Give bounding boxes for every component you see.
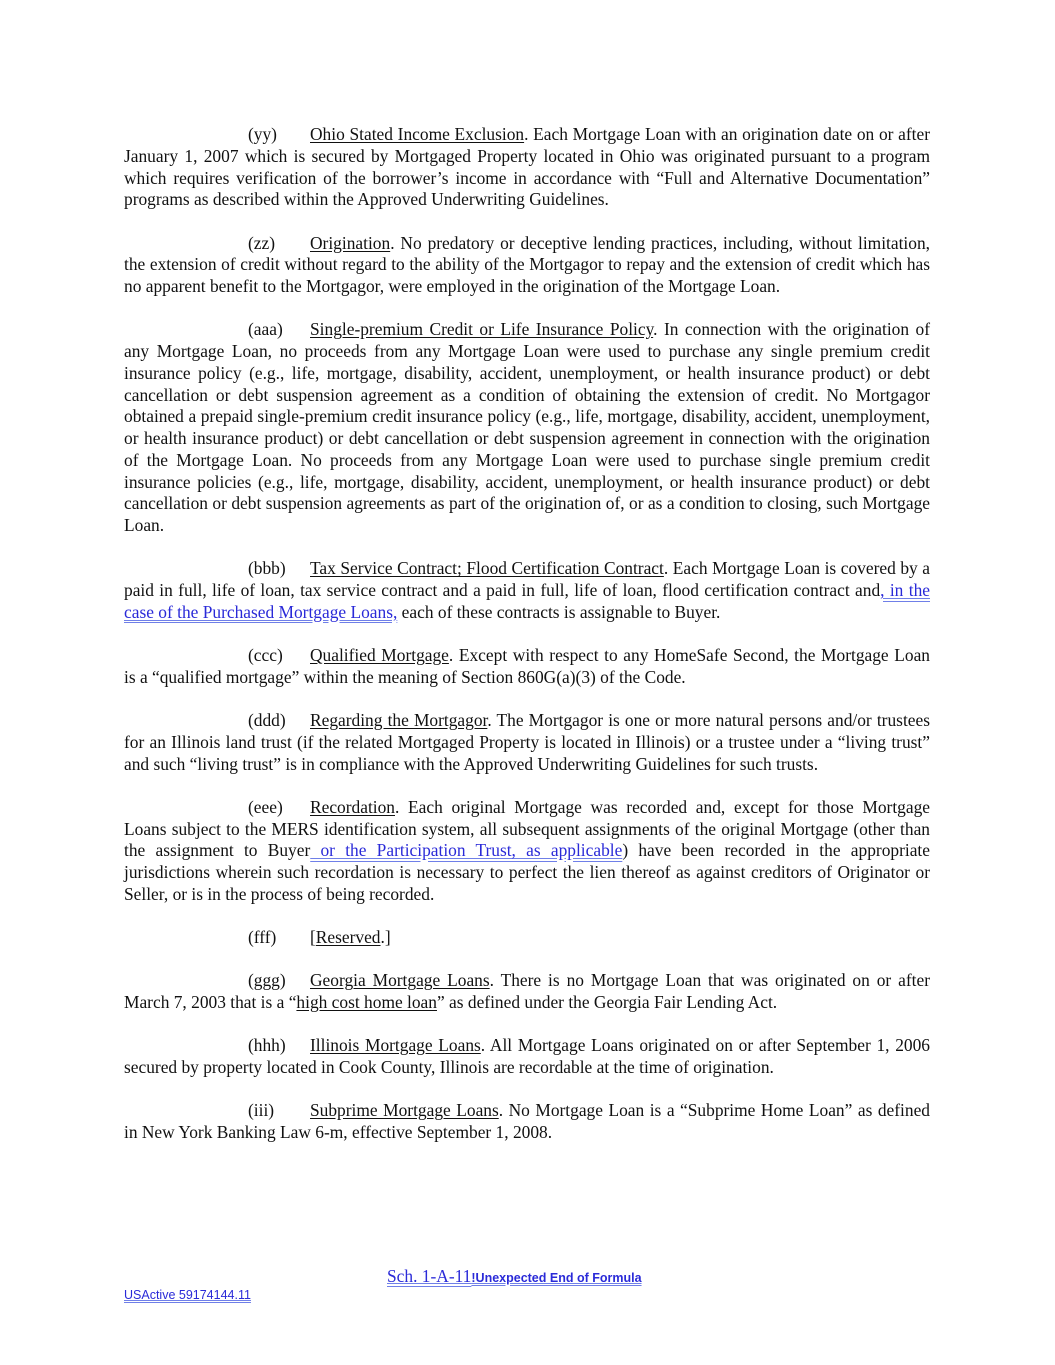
section-ddd (124, 710, 930, 775)
section-heading: Origination (310, 232, 391, 253)
section-body: . The Mortgagor is one or more natural persons and/or trustees for an Illinois land trust (if the related Mortgaged Property is located in Illinois) or a trustee under a “living trust” and such “living trust” is in compliance with the Approved Underwriting Guidelines for such trusts. (124, 710, 930, 774)
section-body: . In connection with the origination of any Mortgage Loan, no proceeds from any Mortgage Loan were used to purchase any single premium credit insurance policy (e.g., life, mortgage, disability, accident, unemployment, or health insurance product) or debt cancellation or debt suspension agreement as a condition of obtaining the extension of credit. No Mortgagor obtained a prepaid single-premium credit insurance policy (e.g., life, mortgage, disability, accident, unemployment, or health insurance product) or debt cancellation or debt suspension agreement in connection with the origination of the Mortgage Loan. No proceeds from any Mortgage Loan were used to purchase single premium credit insurance policies (e.g., life, mortgage, disability, accident, unemployment, or health insurance product) or debt cancellation or debt suspension agreements as part of the origination of, or as a condition to closing, such Mortgage Loan. (124, 319, 931, 535)
section-body-continued: each of these contracts is assignable to Buyer. (397, 601, 721, 622)
section-zz (124, 233, 930, 298)
section-iii (124, 1100, 930, 1144)
section-body: . Each original Mortgage was recorded and, except for those Mortgage Loans subject to the MERS identification system, all subsequent assignments of the original Mortgage (other than the assignment to Buyer (124, 796, 930, 861)
section-body: .] (380, 927, 391, 947)
section-number: (bbb) (248, 558, 286, 579)
section-body: . No predatory or deceptive lending practices, including, without limitation, the extension of credit without regard to the ability of the Mortgagor to repay and the extension of credit which has no apparent benefit to the Mortgagor, were employed in the origination of the Mortgage Loan. (124, 232, 930, 296)
section-number: (ggg) (248, 970, 286, 991)
section-number: (iii) (248, 1100, 275, 1121)
page-number: Sch. 1-A-11 (387, 1266, 472, 1286)
section-number: (ddd) (248, 710, 286, 730)
section-body: . Each Mortgage Loan with an origination date on or after January 1, 2007 which is secured by Mortgaged Property located in Ohio was originated pursuant to a program which requires verification of the borrower’s income in accordance with “Full and Alternative Documentation” programs as described within the Approved Underwriting Guidelines. (124, 124, 930, 210)
section-heading: Illinois Mortgage Loans (310, 1035, 481, 1056)
defined-term: high cost home loan (296, 992, 437, 1012)
section-heading: Reserved (315, 927, 381, 947)
section-fff (124, 927, 930, 949)
section-number: (zz) (248, 232, 276, 253)
section-yy (124, 124, 930, 211)
document-id: USActive 59174144.11 (124, 1288, 251, 1302)
section-heading: Regarding the Mortgagor (310, 710, 488, 730)
section-number: (yy) (248, 124, 277, 144)
section-ccc (124, 645, 930, 689)
section-hhh (124, 1035, 930, 1079)
heading-bracket: [ (310, 927, 316, 947)
section-number: (fff) (248, 927, 277, 947)
section-bbb (124, 558, 930, 623)
section-ggg (124, 970, 930, 1014)
section-heading: Ohio Stated Income Exclusion (310, 124, 525, 144)
section-number: (ccc) (248, 645, 283, 665)
section-body-continued: ” as defined under the Georgia Fair Lending Act. (436, 992, 778, 1012)
section-number: (aaa) (248, 319, 283, 340)
formula-error-text: !Unexpected End of Formula (471, 1271, 642, 1285)
section-heading: Qualified Mortgage (310, 645, 449, 665)
section-heading: Georgia Mortgage Loans (310, 970, 490, 991)
section-aaa (124, 319, 930, 537)
section-heading: Tax Service Contract; Flood Certification Contract (310, 558, 664, 579)
section-heading: Subprime Mortgage Loans (310, 1100, 499, 1121)
section-body-continued: ) have been recorded in the appropriate jurisdictions wherein such recordation is necessary to perfect the lien thereof as against creditors of Originator or Seller, or is in the process of being recorded. (124, 840, 930, 904)
page-footer (387, 1266, 642, 1288)
section-body: . Except with respect to any HomeSafe Second, the Mortgage Loan is a “qualified mortgage” within the meaning of Section 860G(a)(3) of the Code. (124, 645, 930, 687)
section-number: (eee) (248, 796, 283, 817)
section-eee (124, 797, 930, 906)
inserted-text: or the Participation Trust, as applicable (310, 840, 623, 861)
section-body: . Each Mortgage Loan is covered by a paid in full, life of loan, tax service contract and a paid in full, life of loan, flood certification contract and (124, 558, 931, 600)
document-page (124, 124, 930, 1165)
section-number: (hhh) (248, 1035, 286, 1056)
section-heading: Single-premium Credit or Life Insurance Policy (310, 319, 654, 340)
section-body: . No Mortgage Loan is a “Subprime Home Loan” as defined in New York Banking Law 6-m, effective September 1, 2008. (124, 1100, 930, 1142)
inserted-text: , in the case of the Purchased Mortgage Loans, (124, 580, 930, 622)
section-body: . There is no Mortgage Loan that was originated on or after March 7, 2003 that is a “ (124, 970, 930, 1012)
section-body: . All Mortgage Loans originated on or after September 1, 2006 secured by property located in Cook County, Illinois are recordable at the time of origination. (124, 1035, 930, 1077)
section-heading: Recordation (310, 796, 395, 817)
